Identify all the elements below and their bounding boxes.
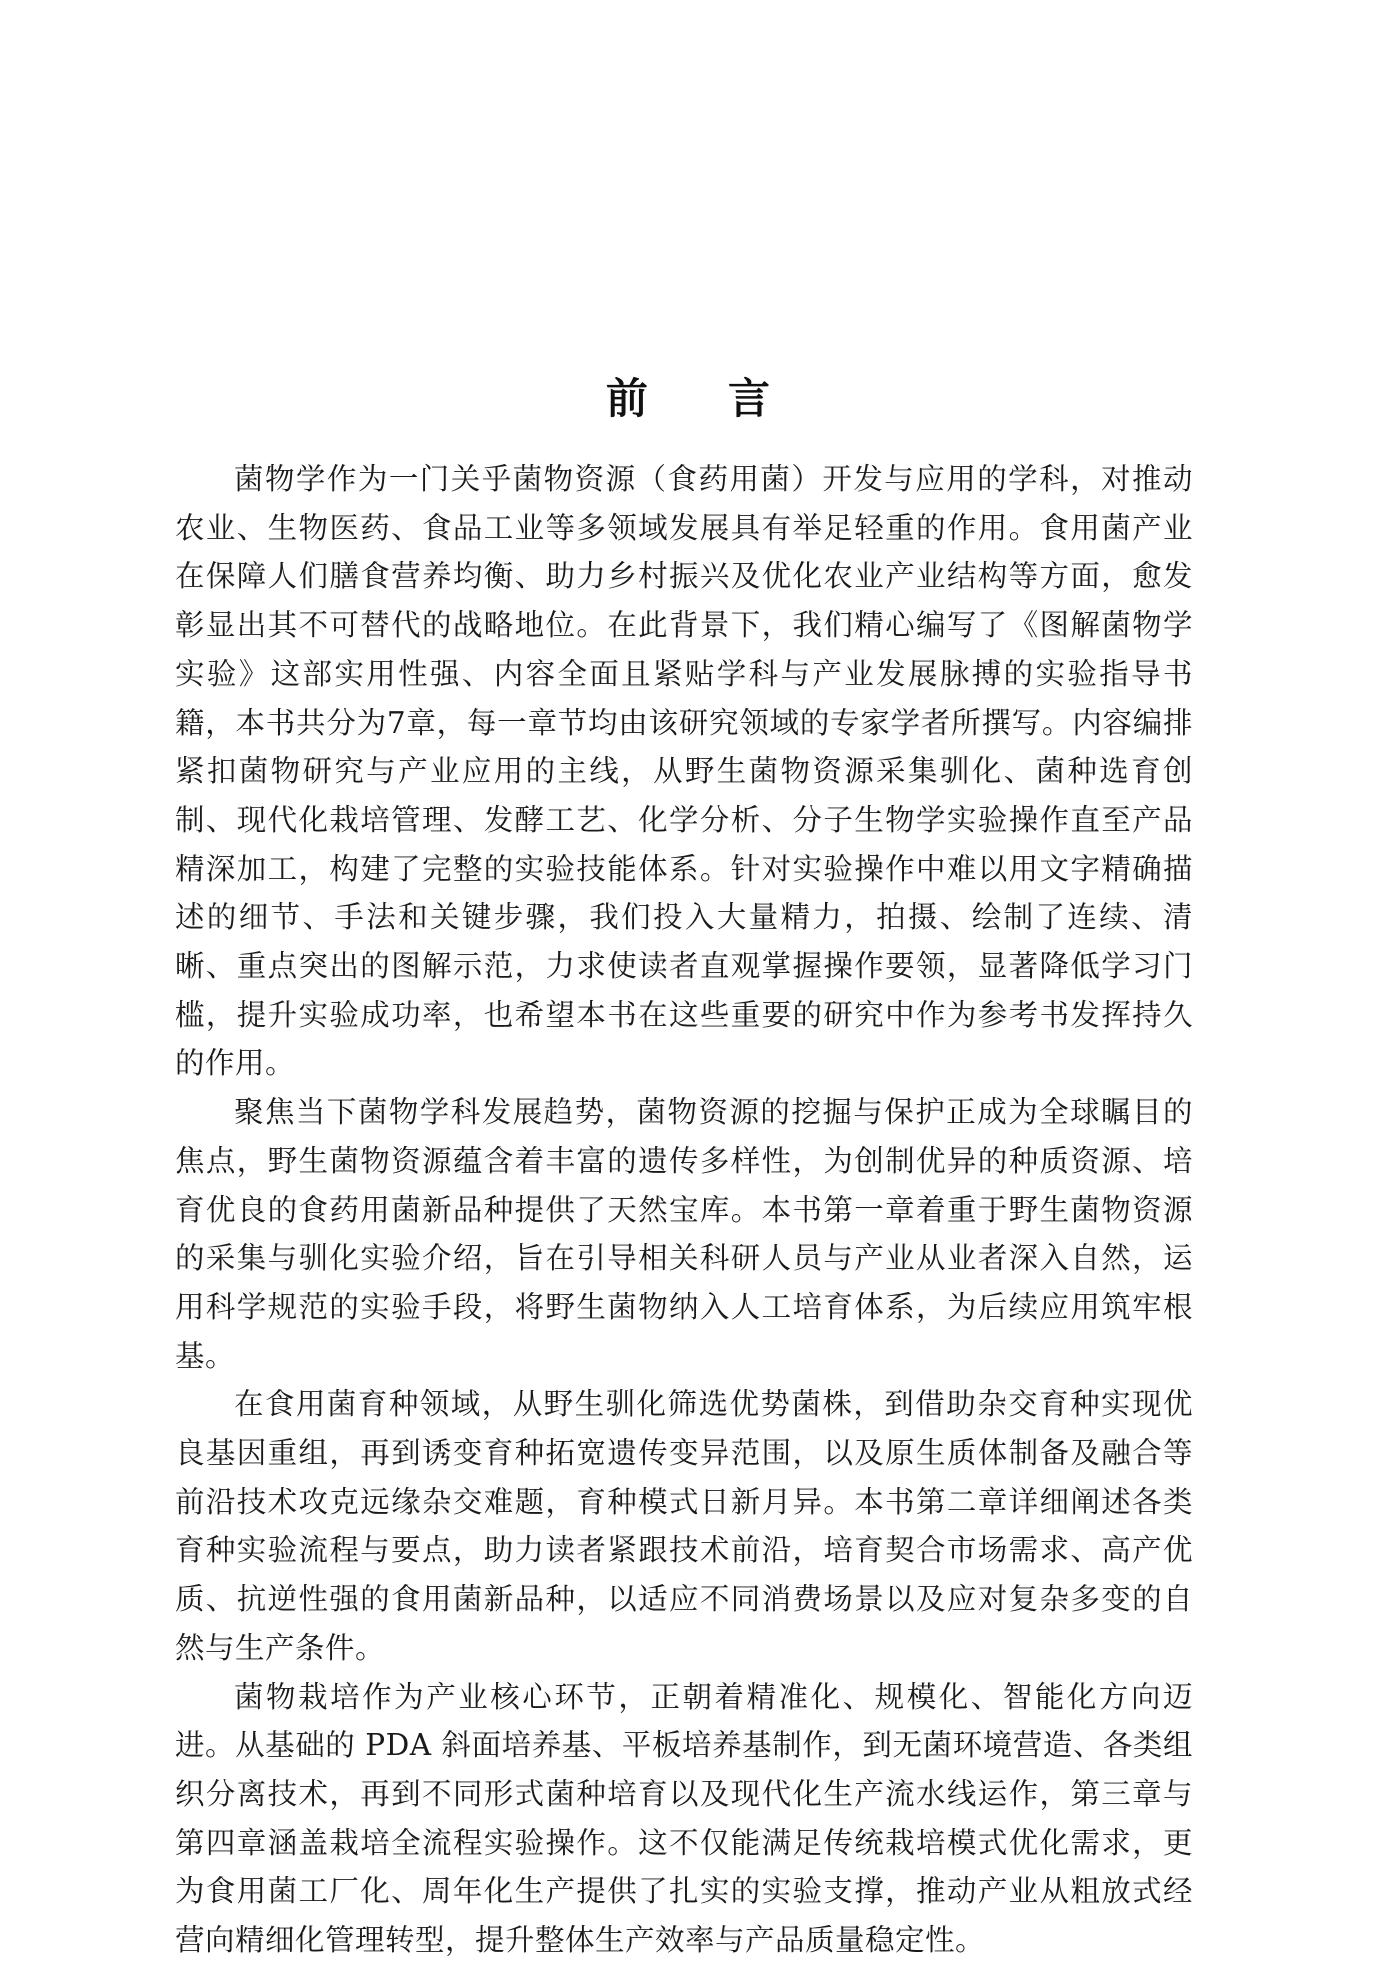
paragraph-1: 菌物学作为一门关乎菌物资源（食药用菌）开发与应用的学科，对推动农业、生物医药、食品工业等多领域发展具有举足轻重的作用。食用菌产业在保障人们膳食营养均衡、助力乡村振兴及优化农业产业结构等方面，愈发彰显出其不可替代的战略地位。在此背景下，我们精心编写了《图解菌物学实验》这部实用性强、内容全面且紧贴学科与产业发展脉搏的实验指导书籍，本书共分为7章，每一章节均由该研究领域的专家学者所撰写。内容编排紧扣菌物研究与产业应用的主线，从野生菌物资源采集驯化、菌种选育创制、现代化栽培管理、发酵工艺、化学分析、分子生物学实验操作直至产品精深加工，构建了完整的实验技能体系。针对实验操作中难以用文字精确描述的细节、手法和关键步骤，我们投入大量精力，拍摄、绘制了连续、清晰、重点突出的图解示范，力求使读者直观掌握操作要领，显著降低学习门槛，提升实验成功率，也希望本书在这些重要的研究中作为参考书发挥持久的作用。 (175, 462, 1193, 1081)
page-title (0, 374, 1378, 424)
title-char-1: 前 (605, 374, 650, 424)
paragraph-3: 在食用菌育种领域，从野生驯化筛选优势菌株，到借助杂交育种实现优良基因重组，再到诱变育种拓宽遗传变异范围，以及原生质体制备及融合等前沿技术攻克远缘杂交难题，育种模式日新月异。本书第二章详细阐述各类育种实验流程与要点，助力读者紧跟技术前沿，培育契合市场需求、高产优质、抗逆性强的食用菌新品种，以适应不同消费场景以及应对复杂多变的自然与生产条件。 (175, 1387, 1193, 1665)
paragraph-4: 菌物栽培作为产业核心环节，正朝着精准化、规模化、智能化方向迈进。从基础的 PDA 斜面培养基、平板培养基制作，到无菌环境营造、各类组织分离技术，再到不同形式菌种培育以及现代化生产流水线运作，第三章与第四章涵盖栽培全流程实验操作。这不仅能满足传统栽培模式优化需求，更为食用菌工厂化、周年化生产提供了扎实的实验支撑，推动产业从粗放式经营向精细化管理转型，提升整体生产效率与产品质量稳定性。 (175, 1679, 1193, 1958)
preface-body (175, 455, 1193, 1965)
paragraph-2: 聚焦当下菌物学科发展趋势，菌物资源的挖掘与保护正成为全球瞩目的焦点，野生菌物资源蕴含着丰富的遗传多样性，为创制优异的种质资源、培育优良的食药用菌新品种提供了天然宝库。本书第一章着重于野生菌物资源的采集与驯化实验介绍，旨在引导相关科研人员与产业从业者深入自然，运用科学规范的实验手段，将野生菌物纳入人工培育体系，为后续应用筑牢根基。 (175, 1095, 1193, 1373)
title-char-2: 言 (728, 374, 773, 424)
